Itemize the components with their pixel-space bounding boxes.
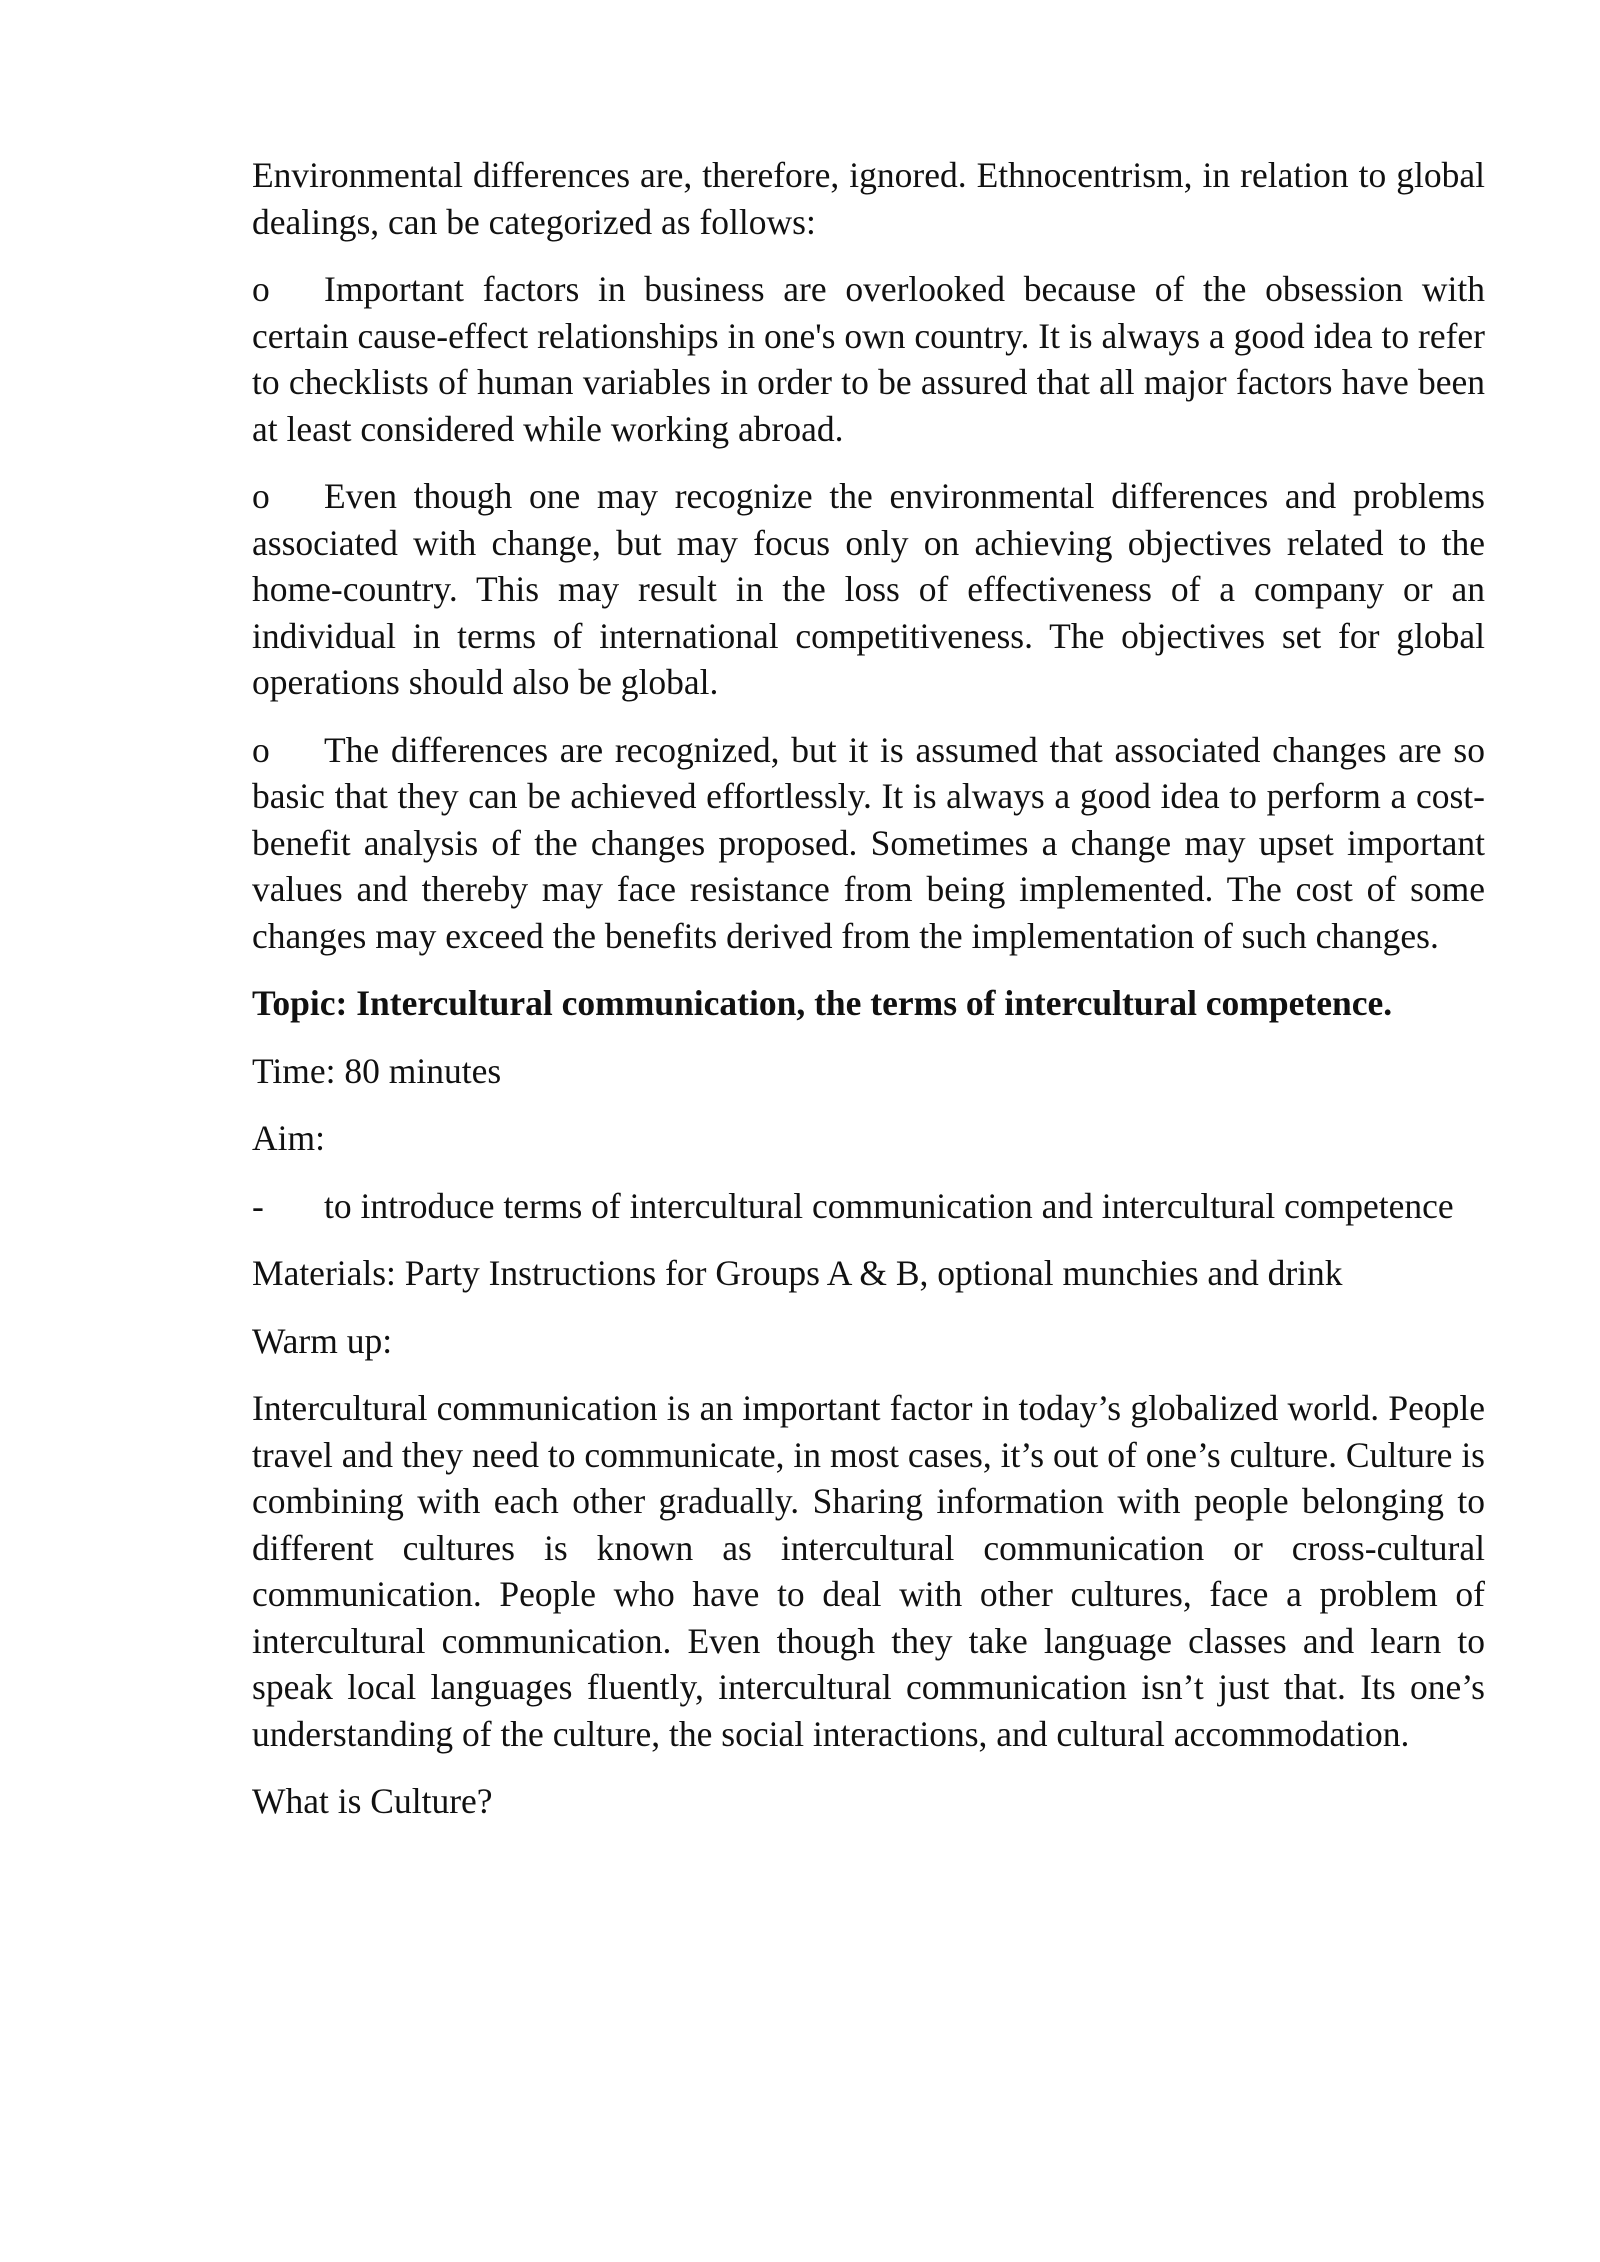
dash-marker: -	[252, 1185, 264, 1226]
bullet-item-2	[252, 473, 1485, 706]
bullet-item-3	[252, 727, 1485, 960]
time-line: Time: 80 minutes	[252, 1050, 502, 1091]
document-page	[252, 152, 1485, 1846]
aim-item	[252, 1183, 1485, 1230]
bullet-marker: o	[252, 269, 270, 309]
aim-label: Aim:	[252, 1118, 325, 1158]
topic-heading: Topic: Intercultural communication, the terms of intercultural competence.	[252, 983, 1393, 1023]
bullet-item-1	[252, 266, 1485, 452]
intro-paragraph: Environmental differences are, therefore, ignored. Ethnocentrism, in relation to global dealings, can be categorized as follows:	[252, 155, 1485, 242]
bullet-text: Even though one may recognize the environmental differences and problems associated with change, but may focus only on achieving objectives related to the home-country. This may result in the loss of effectiveness of a company or an individual in terms of international competitiveness. The objectives set for global operations should also be global.	[252, 476, 1485, 702]
warmup-label: Warm up:	[252, 1320, 393, 1361]
bullet-text: Important factors in business are overlooked because of the obsession with certain cause-effect relationships in one's own country. It is always a good idea to refer to checklists of human variables in order to be assured that all major factors have been at least considered while working abroad.	[252, 269, 1485, 449]
culture-question: What is Culture?	[252, 1781, 493, 1821]
bullet-marker: o	[252, 476, 270, 516]
bullet-marker: o	[252, 729, 270, 770]
bullet-text: The differences are recognized, but it is assumed that associated changes are so basic that they can be achieved effortlessly. It is always a good idea to perform a cost-benefit analysis of the changes proposed. Sometimes a change may upset important values and thereby may face resistance from being implemented. The cost of some changes may exceed the benefits derived from the implementation of such changes.	[252, 729, 1485, 956]
materials-line: Materials: Party Instructions for Groups A & B, optional munchies and drink	[252, 1253, 1343, 1293]
warmup-paragraph: Intercultural communication is an important factor in today’s globalized world. People travel and they need to communicate, in most cases, it’s out of one’s culture. Culture is combining with each other gradually. Sharing information with people belonging to different cultures is known as intercultural communication or cross-cultural communication. People who have to deal with other cultures, face a problem of intercultural communication. Even though they take language classes and learn to speak local languages fluently, intercultural communication isn’t just that. Its one’s understanding of the culture, the social interactions, and cultural accommodation.	[252, 1388, 1485, 1754]
aim-item-text: to introduce terms of intercultural communication and intercultural competence	[324, 1185, 1454, 1226]
